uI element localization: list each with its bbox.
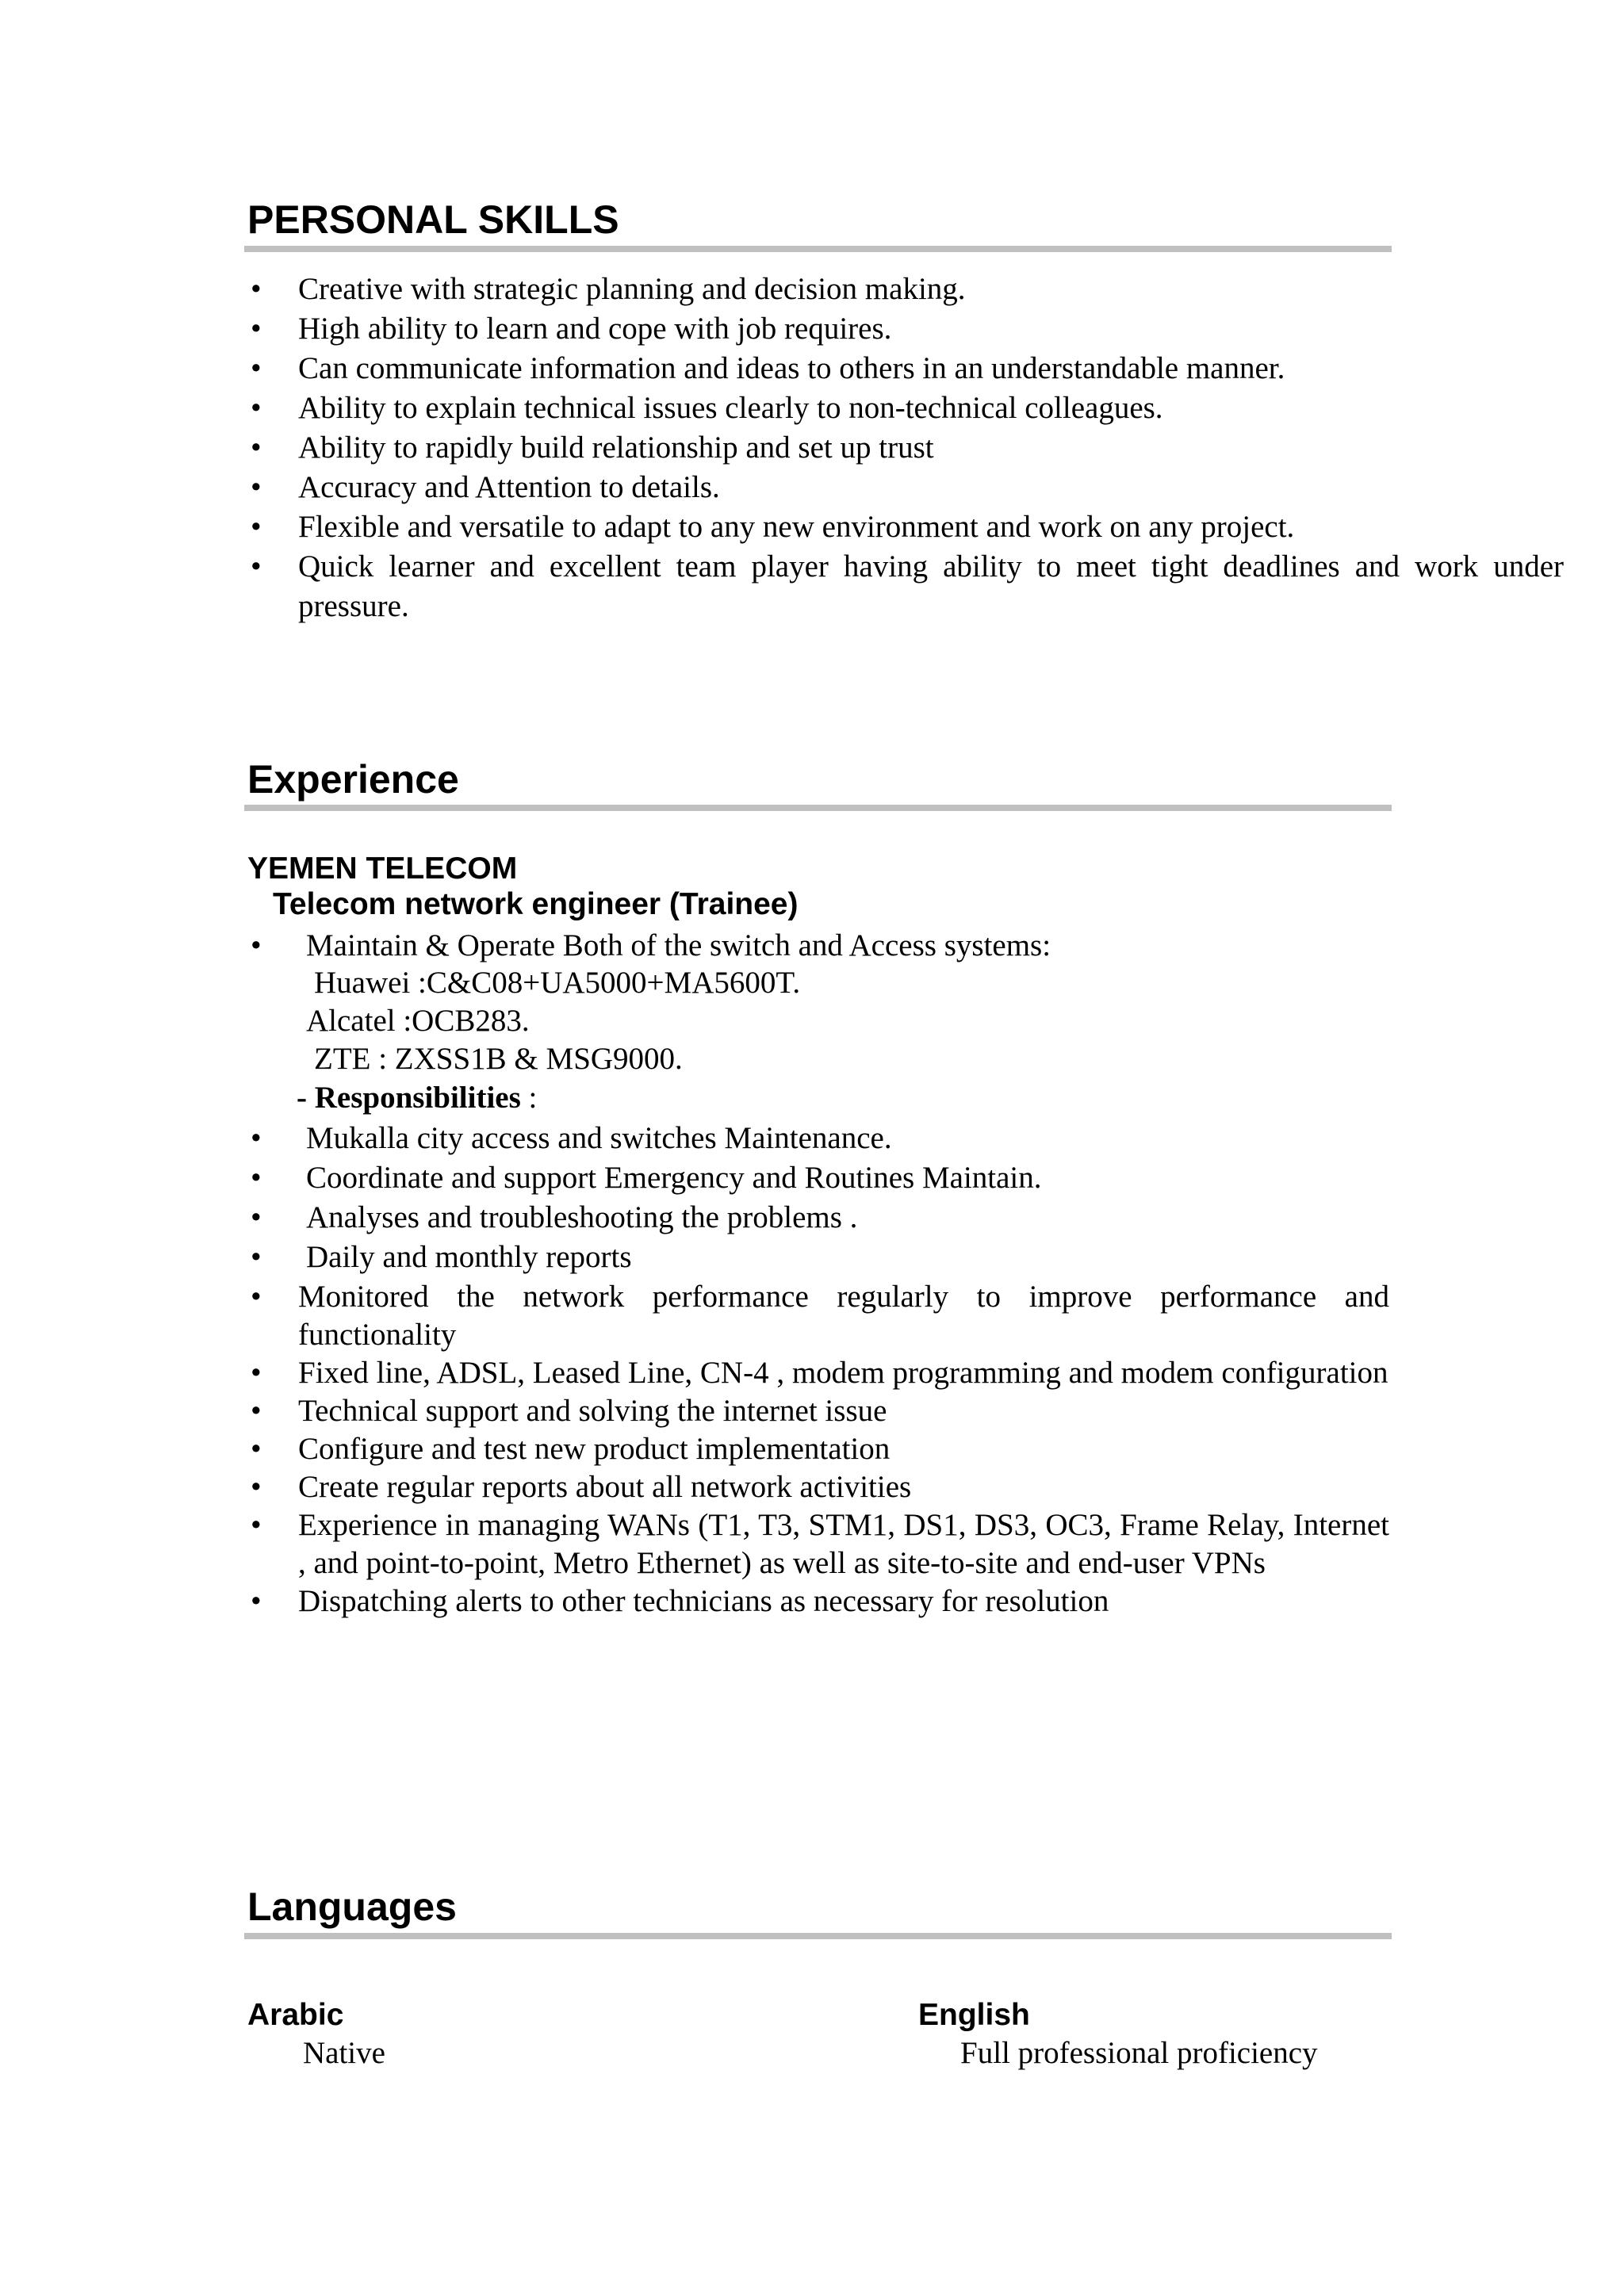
responsibilities-label: - Responsibilities :: [297, 1081, 538, 1115]
experience-heading: Experience: [247, 757, 459, 802]
bullet-icon: •: [251, 272, 262, 306]
company-name: YEMEN TELECOM: [247, 851, 518, 886]
section-divider: [244, 246, 1392, 252]
language-level-english: Full professional proficiency: [960, 2036, 1318, 2070]
languages-heading: Languages: [247, 1885, 457, 1929]
list-item: • Ability to rapidly build relationship and set up trust: [247, 428, 1564, 468]
section-divider: [244, 1933, 1392, 1939]
list-item: • Create regular reports about all network activities: [247, 1468, 1389, 1506]
bullet-icon: •: [251, 1470, 262, 1504]
job-title: Telecom network engineer (Trainee): [273, 887, 799, 921]
personal-skills-list: [247, 270, 1564, 626]
language-name-english: English: [918, 1998, 1030, 2032]
bullet-icon: •: [251, 510, 262, 544]
personal-skills-heading: PERSONAL SKILLS: [247, 197, 619, 242]
list-item: • Fixed line, ADSL, Leased Line, CN-4 , modem programming and modem configuration: [247, 1354, 1389, 1392]
alcatel-systems: Alcatel :OCB283.: [306, 1004, 530, 1038]
list-item: • Experience in managing WANs (T1, T3, STM1, DS1, DS3, OC3, Frame Relay, Internet , and point-to-point, Metro Ethernet) as well as site-to-site and end-user VPNs: [251, 1508, 1389, 1580]
list-item: • Flexible and versatile to adapt to any new environment and work on any project.: [247, 507, 1564, 547]
bullet-icon: •: [251, 1280, 262, 1314]
bullet-icon: •: [251, 1584, 262, 1618]
list-item: • Coordinate and support Emergency and Routines Maintain.: [247, 1158, 1389, 1198]
language-name-arabic: Arabic: [247, 1998, 344, 2032]
bullet-icon: •: [251, 391, 262, 425]
bullet-icon: •: [251, 430, 262, 465]
bullet-icon: •: [251, 1356, 262, 1390]
list-item: • Quick learner and excellent team player having ability to meet tight deadlines and work under pressure.: [247, 547, 1564, 626]
bullet-icon: •: [251, 312, 262, 346]
bullet-icon: •: [251, 1200, 262, 1234]
bullet-icon: •: [251, 470, 262, 504]
tasks-list: [247, 1278, 1389, 1621]
list-item: • Can communicate information and ideas to others in an understandable manner.: [247, 349, 1564, 388]
maintain-list: [247, 926, 1389, 966]
list-item: • Dispatching alerts to other technicians as necessary for resolution: [247, 1582, 1389, 1621]
bullet-icon: •: [251, 1121, 262, 1155]
list-item: • Technical support and solving the internet issue: [247, 1392, 1389, 1430]
zte-systems: ZTE : ZXSS1B & MSG9000.: [314, 1042, 683, 1076]
list-item: • Accuracy and Attention to details.: [247, 468, 1564, 507]
bullet-icon: •: [251, 1508, 262, 1542]
section-divider: [244, 805, 1392, 811]
list-item: • Maintain & Operate Both of the switch and Access systems:: [247, 926, 1389, 966]
list-item: • Daily and monthly reports: [247, 1238, 1389, 1277]
list-item: • Configure and test new product implementation: [247, 1430, 1389, 1468]
bullet-icon: •: [251, 1161, 262, 1195]
bullet-icon: •: [251, 1432, 262, 1466]
language-level-arabic: Native: [303, 2036, 385, 2070]
huawei-systems: Huawei :C&C08+UA5000+MA5600T.: [314, 966, 801, 1000]
list-item: • High ability to learn and cope with job requires.: [247, 309, 1564, 349]
duties-list: [247, 1119, 1389, 1277]
bullet-icon: •: [251, 1240, 262, 1274]
list-item: • Creative with strategic planning and decision making.: [247, 270, 1564, 309]
list-item: • Monitored the network performance regularly to improve performance and functionality: [251, 1280, 1389, 1352]
bullet-icon: •: [251, 351, 262, 385]
list-item: • Mukalla city access and switches Maintenance.: [247, 1119, 1389, 1158]
list-item: • Ability to explain technical issues clearly to non-technical colleagues.: [247, 388, 1564, 428]
bullet-icon: •: [251, 549, 262, 584]
list-item: • Analyses and troubleshooting the problems .: [247, 1198, 1389, 1238]
bullet-icon: •: [251, 1394, 262, 1428]
bullet-icon: •: [251, 928, 262, 962]
